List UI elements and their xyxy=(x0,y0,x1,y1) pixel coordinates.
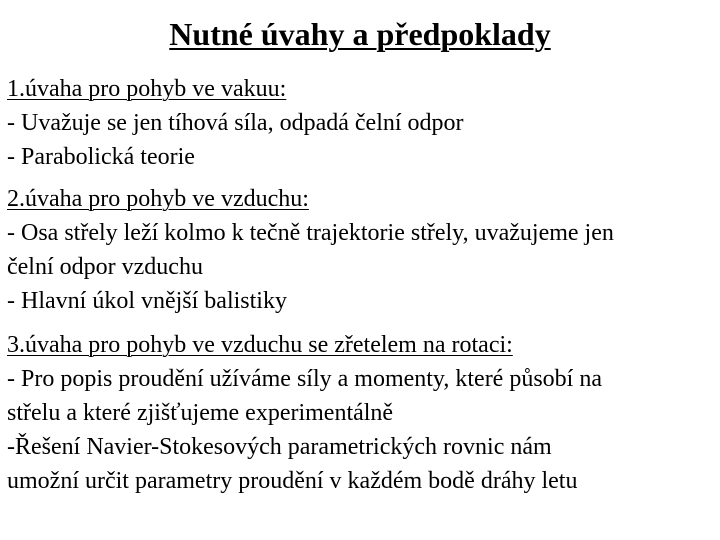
section-heading-text: 3.úvaha pro pohyb ve vzduchu se zřetelem na rotaci: xyxy=(7,332,513,358)
section-heading xyxy=(7,328,715,362)
section-line: - Parabolická teorie xyxy=(7,144,195,170)
section-line: - Uvažuje se jen tíhová síla, odpadá čelní odpor xyxy=(7,110,464,136)
section-line: - Pro popis proudění užíváme síly a momenty, které působí na xyxy=(7,366,602,392)
section-heading-text: 2.úvaha pro pohyb ve vzduchu: xyxy=(7,186,309,212)
section-line: umožní určit parametry proudění v každém bodě dráhy letu xyxy=(7,468,578,494)
slide-title: Nutné úvahy a předpoklady xyxy=(169,16,551,52)
section-air xyxy=(7,182,715,318)
section-heading xyxy=(7,72,715,106)
section-line: -Řešení Navier-Stokesových parametrických rovnic nám xyxy=(7,434,552,460)
section-line: - Hlavní úkol vnější balistiky xyxy=(7,288,287,314)
section-heading xyxy=(7,182,715,216)
section-air-rotation xyxy=(7,328,715,498)
section-line: střelu a které zjišťujeme experimentálně xyxy=(7,400,394,426)
section-line: čelní odpor vzduchu xyxy=(7,254,203,280)
section-vacuum xyxy=(7,72,715,174)
section-line: - Osa střely leží kolmo k tečně trajektorie střely, uvažujeme jen xyxy=(7,220,614,246)
section-heading-text: 1.úvaha pro pohyb ve vakuu: xyxy=(7,76,287,102)
